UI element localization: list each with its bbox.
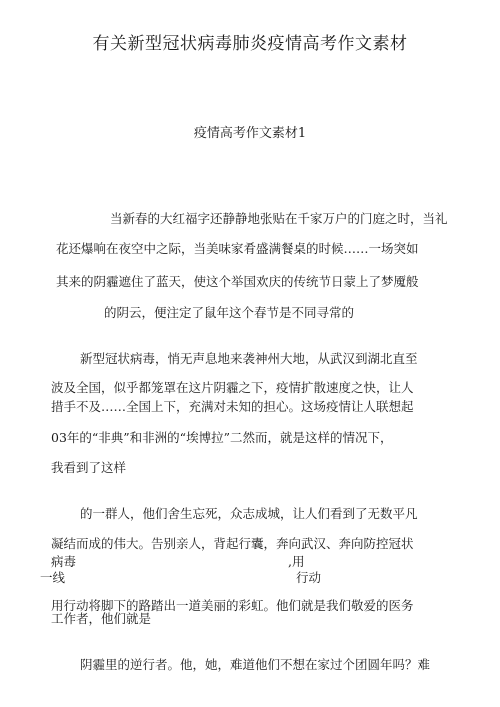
body-line: 花还爆响在夜空中之际，当美味家肴盛满餐桌的时候……一场突如 [56, 241, 419, 256]
body-line-fragment: 行动 [296, 570, 322, 585]
body-line: 凝结而成的伟大。告别亲人，背起行囊，奔向武汉、奔向防控冠状 [51, 536, 414, 551]
body-line: 其来的阴霾遮住了蓝天，使这个举国欢庆的传统节日蒙上了梦魇般 [56, 274, 419, 289]
body-line-fragment: ,用 [288, 554, 305, 569]
body-line: 新型冠状病毒，悄无声息地来袭神州大地，从武汉到湖北直至 [80, 351, 418, 366]
body-line: 当新春的大红福字还静静地张贴在千家万户的门庭之时，当礼 [110, 211, 448, 226]
body-line: 03年的“非典”和非洲的“埃博拉”二然而，就是这样的情况下， [51, 430, 393, 445]
body-line: 的一群人，他们舍生忘死，众志成城，让人们看到了无数平凡 [80, 506, 418, 521]
body-line-fragment: 病毒 [51, 554, 77, 569]
body-line: 波及全国，似乎都笼罩在这片阴霾之下，疫情扩散速度之快，让人 [51, 380, 414, 395]
body-line-fragment: 一线 [40, 570, 66, 585]
document-title: 有关新型冠状病毒肺炎疫情高考作文素材 [92, 34, 408, 54]
body-line: 措手不及……全国上下，充满对未知的担心。这场疫情让人联想起 [51, 399, 414, 414]
body-line: 的阴云，便注定了鼠年这个春节是不同寻常的 [104, 305, 355, 320]
body-line: 工作者，他们就是 [51, 611, 152, 626]
body-line: 我看到了这样 [51, 460, 127, 475]
body-line: 用行动将脚下的路踏出一道美丽的彩虹。他们就是我们敬爱的医务 [51, 598, 414, 613]
body-line: 阴霾里的逆行者。他，她，难道他们不想在家过个团圆年吗？难 [80, 657, 431, 672]
document-subtitle: 疫情高考作文素材1 [193, 126, 307, 141]
